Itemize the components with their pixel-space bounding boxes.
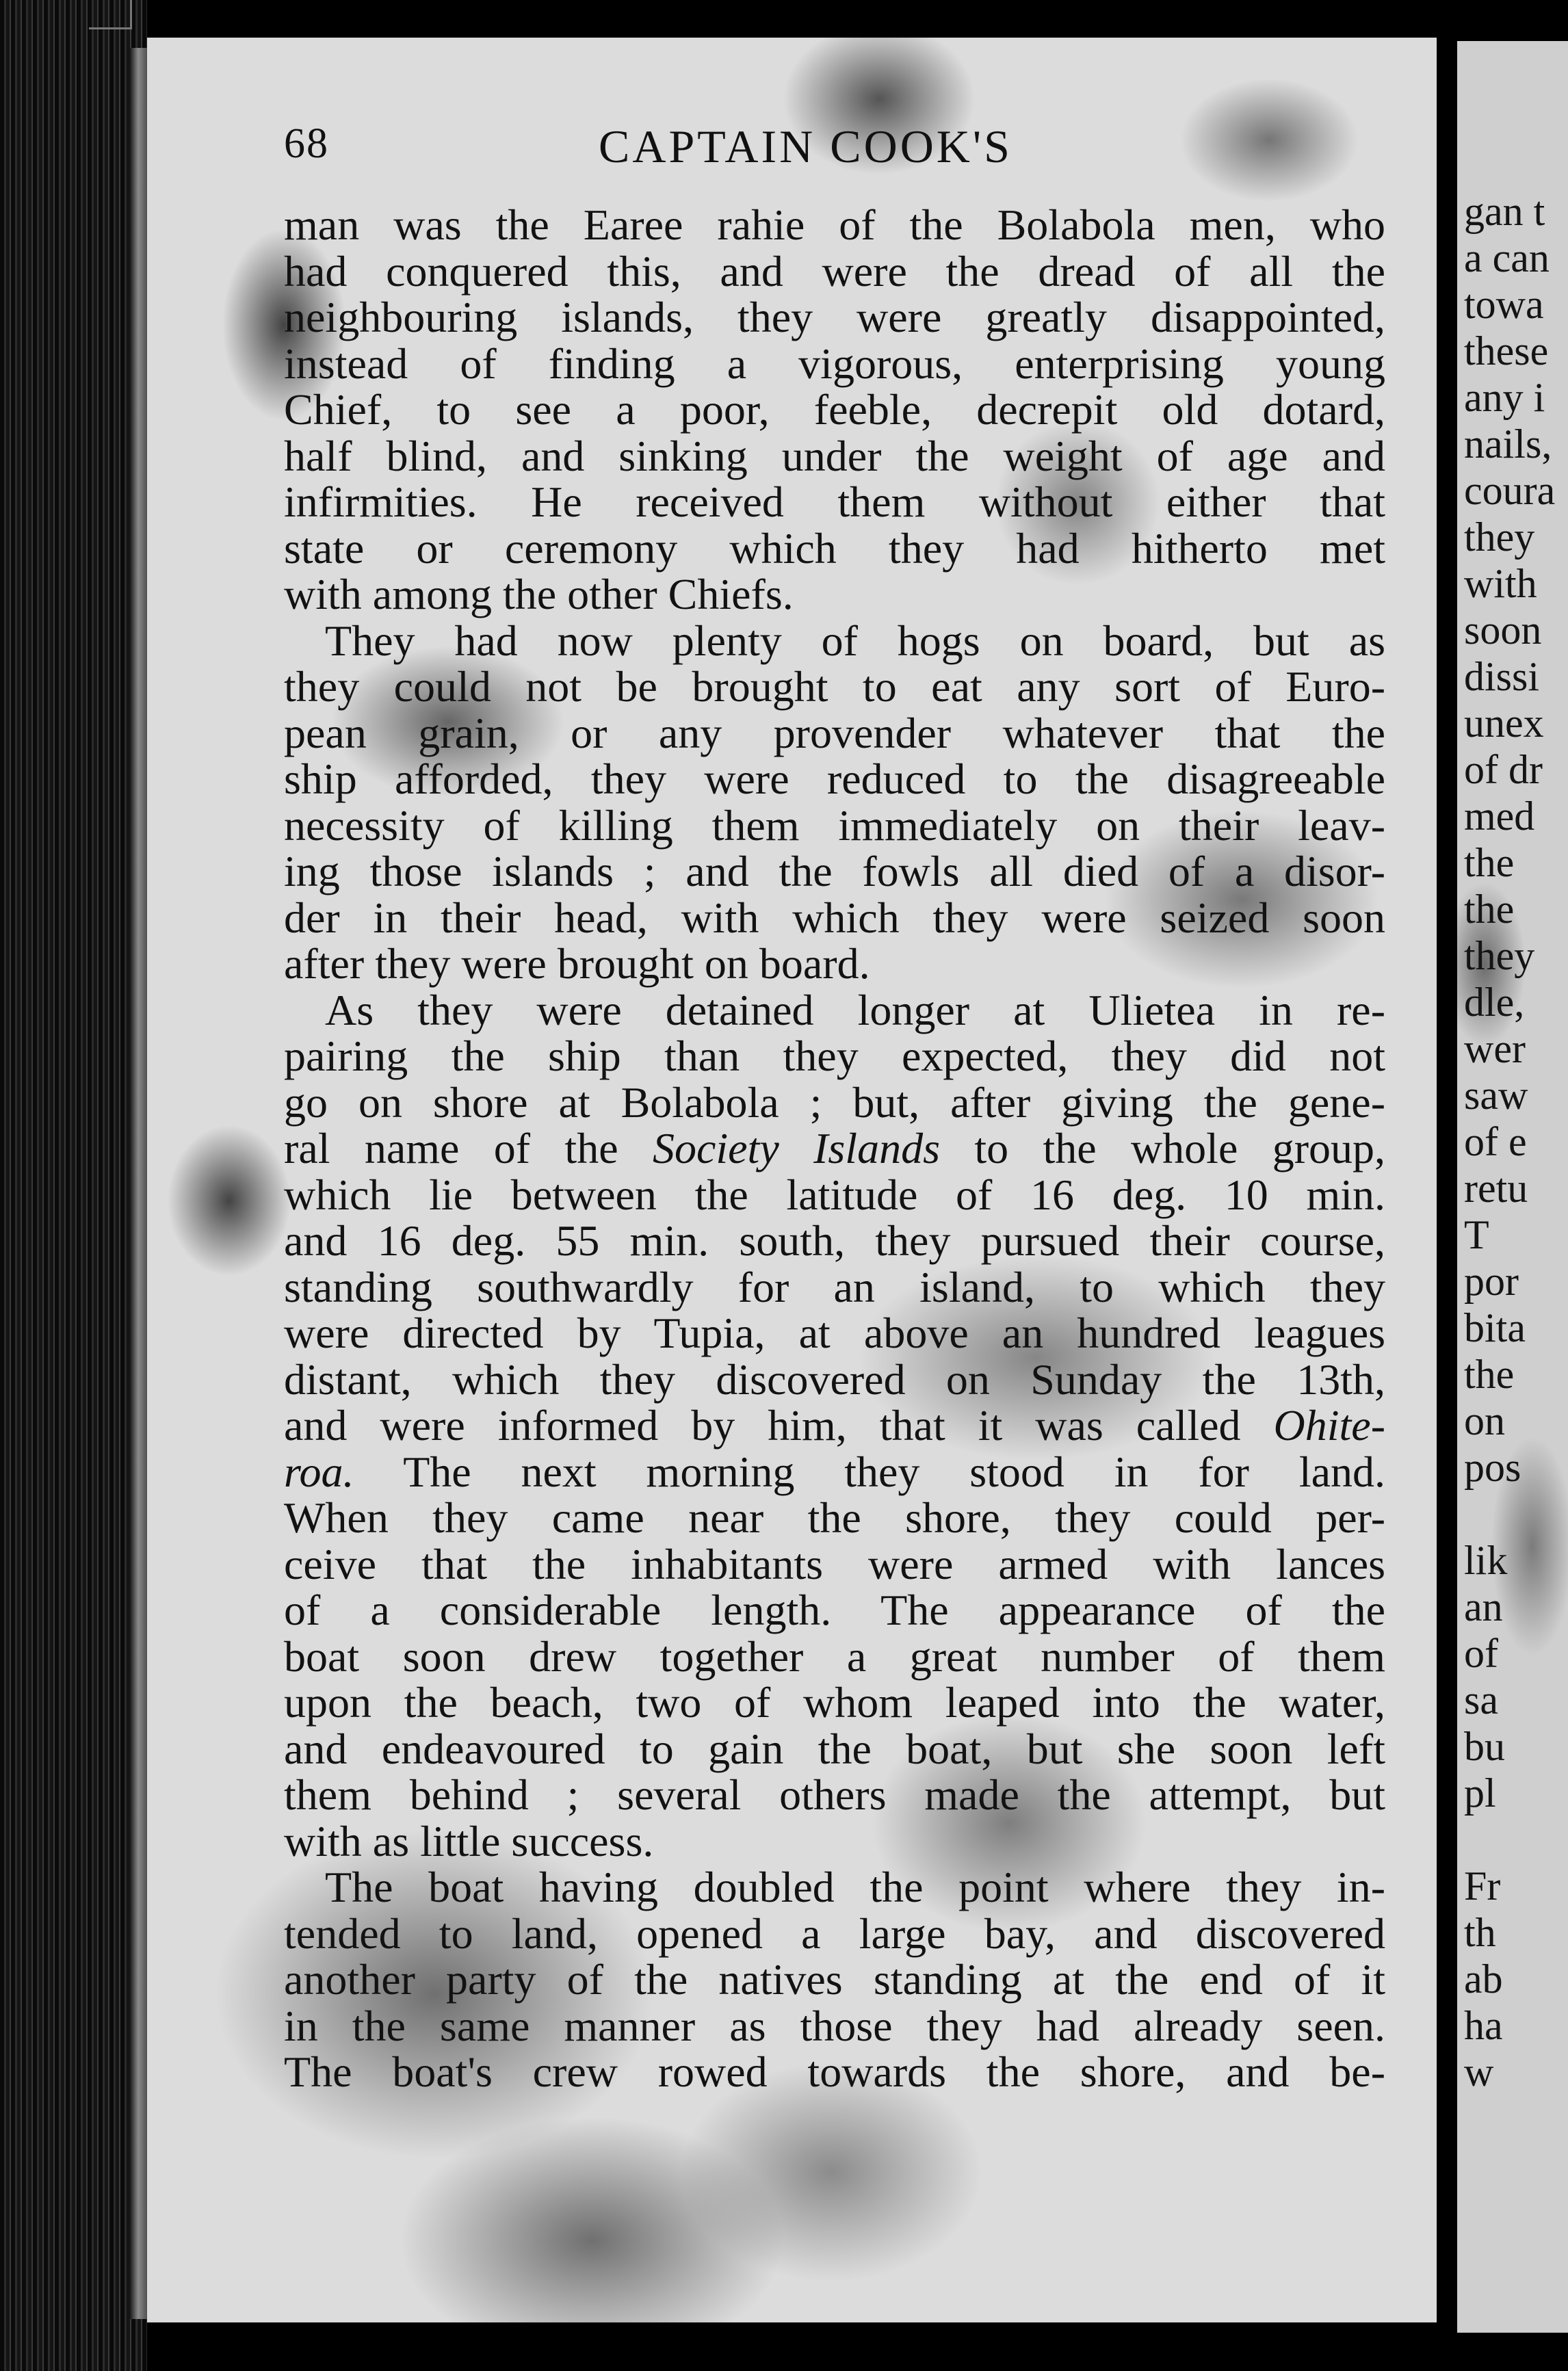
text-line: distant, which they discovered on Sunday the 13th, <box>284 1354 1385 1404</box>
gutter <box>1437 0 1457 2371</box>
text-line: When they came near the shore, they could per- <box>284 1493 1385 1542</box>
text-line: had conquered this, and were the dread of all the <box>284 246 1385 296</box>
facing-page-line: the <box>1464 1352 1515 1397</box>
text-line: der in their head, with which they were seized soon <box>284 893 1385 942</box>
text-line: after they were brought on board. <box>284 939 870 988</box>
facing-page-line: of dr <box>1464 747 1543 792</box>
facing-page-line: on <box>1464 1398 1505 1443</box>
facing-page-line: sa <box>1464 1677 1498 1722</box>
facing-page-line: a can <box>1464 235 1550 280</box>
text-line: and 16 deg. 55 min. south, they pursued their course, <box>284 1216 1385 1265</box>
facing-page-line: T <box>1464 1212 1489 1257</box>
facing-page-line: they <box>1464 514 1535 560</box>
text-line: ing those islands ; and the fowls all died of a disor- <box>284 847 1385 895</box>
facing-page-line: of e <box>1464 1119 1527 1164</box>
text-line: another party of the natives standing at the end of it <box>284 1955 1385 2004</box>
facing-page-line: saw <box>1464 1073 1528 1118</box>
facing-page-line: soon <box>1464 607 1542 653</box>
facing-page-line: w <box>1464 2049 1494 2095</box>
facing-page-line: ha <box>1464 2003 1503 2048</box>
text-line: roa. The next morning they stood in for land. <box>284 1447 1385 1496</box>
text-line: half blind, and sinking under the weight of age and <box>284 431 1385 480</box>
facing-page-line: gan t <box>1464 189 1545 234</box>
text-line: and endeavoured to gain the boat, but she soon left <box>284 1724 1385 1773</box>
facing-page-line: pl <box>1464 1770 1496 1816</box>
text-line: Chief, to see a poor, feeble, decrepit old dotard, <box>284 385 1385 434</box>
facing-page-line: med <box>1464 794 1535 839</box>
facing-page-line: the <box>1464 887 1515 932</box>
facing-page-line: unex <box>1464 700 1544 746</box>
facing-page-line: Fr <box>1464 1863 1501 1909</box>
text-line: ral name of the Society Islands to the whole group, <box>284 1124 1386 1173</box>
text-line: in the same manner as those they had already seen. <box>284 2001 1385 2050</box>
facing-page-fragment <box>1457 41 1568 2333</box>
text-line: with among the other Chiefs. <box>284 570 794 618</box>
text-line: standing southwardly for an island, to which they <box>284 1262 1385 1311</box>
text-line: boat soon drew together a great number of them <box>284 1632 1385 1681</box>
page-number: 68 <box>284 120 329 167</box>
book-spine <box>0 0 147 2371</box>
facing-page-line: an <box>1464 1584 1503 1629</box>
book-page <box>147 38 1437 2322</box>
facing-page-line: por <box>1464 1259 1519 1304</box>
text-line: them behind ; several others made the attempt, but <box>284 1770 1385 1819</box>
text-line: of a considerable length. The appearance of the <box>284 1586 1385 1634</box>
facing-page-line: of <box>1464 1631 1498 1676</box>
facing-page-line: wer <box>1464 1026 1526 1071</box>
facing-page-line: lik <box>1464 1538 1508 1583</box>
text-line: man was the Earee rahie of the Bolabola men, who <box>284 200 1385 249</box>
facing-page-line: retu <box>1464 1166 1528 1211</box>
facing-page-line: towa <box>1464 282 1544 327</box>
text-line: neighbouring islands, they were greatly disappointed, <box>284 293 1385 341</box>
text-line: they could not be brought to eat any sort of Euro- <box>284 662 1385 711</box>
text-line: instead of finding a vigorous, enterprising young <box>284 339 1385 388</box>
facing-page-line: pos <box>1464 1445 1521 1490</box>
body-text <box>284 202 1385 2095</box>
text-line: tended to land, opened a large bay, and discovered <box>284 1909 1385 1958</box>
paragraph-start-line: The boat having doubled the point where they in- <box>325 1863 1385 1911</box>
facing-page-line: bu <box>1464 1724 1505 1769</box>
facing-page-line: ab <box>1464 1956 1503 2002</box>
text-line: with as little success. <box>284 1816 654 1865</box>
text-line: which lie between the latitude of 16 deg. 10 min. <box>284 1170 1385 1219</box>
paragraph-start-line: As they were detained longer at Ulietea in re- <box>325 985 1385 1034</box>
text-line: pairing the ship than they expected, they did not <box>284 1032 1385 1080</box>
text-line: infirmities. He received them without either that <box>284 477 1385 526</box>
facing-page-line: any i <box>1464 375 1545 420</box>
facing-page-line: with <box>1464 561 1537 606</box>
text-line: ship afforded, they were reduced to the disagreeable <box>284 755 1385 803</box>
text-line: The boat's crew rowed towards the shore, and be- <box>284 2047 1385 2096</box>
facing-page-line: these <box>1464 328 1549 374</box>
corner-mark <box>89 0 132 29</box>
text-line: go on shore at Bolabola ; but, after giving the gene- <box>284 1077 1385 1127</box>
facing-page-line: nails, <box>1464 421 1552 467</box>
paragraph-start-line: They had now plenty of hogs on board, but as <box>325 616 1385 665</box>
text-line: were directed by Tupia, at above an hundred leagues <box>284 1309 1385 1357</box>
text-line: upon the beach, two of whom leaped into the water, <box>284 1678 1385 1727</box>
facing-page-line: the <box>1464 840 1515 885</box>
text-line: pean grain, or any provender whatever that the <box>284 708 1385 757</box>
facing-page-line: bita <box>1464 1305 1526 1350</box>
text-line: necessity of killing them immediately on their leav- <box>284 800 1385 850</box>
facing-page-line: dissi <box>1464 654 1540 699</box>
text-line: and were informed by him, that it was called Ohite- <box>284 1401 1385 1450</box>
running-head: CAPTAIN COOK'S <box>599 120 1012 172</box>
facing-page-line: dle, <box>1464 980 1525 1025</box>
page-header <box>284 120 1392 195</box>
facing-page-line: coura <box>1464 468 1556 513</box>
text-line: ceive that the inhabitants were armed with lances <box>284 1539 1385 1588</box>
facing-page-line: they <box>1464 933 1535 978</box>
facing-page-line: th <box>1464 1910 1496 1955</box>
text-line: state or ceremony which they had hitherto met <box>284 523 1385 573</box>
